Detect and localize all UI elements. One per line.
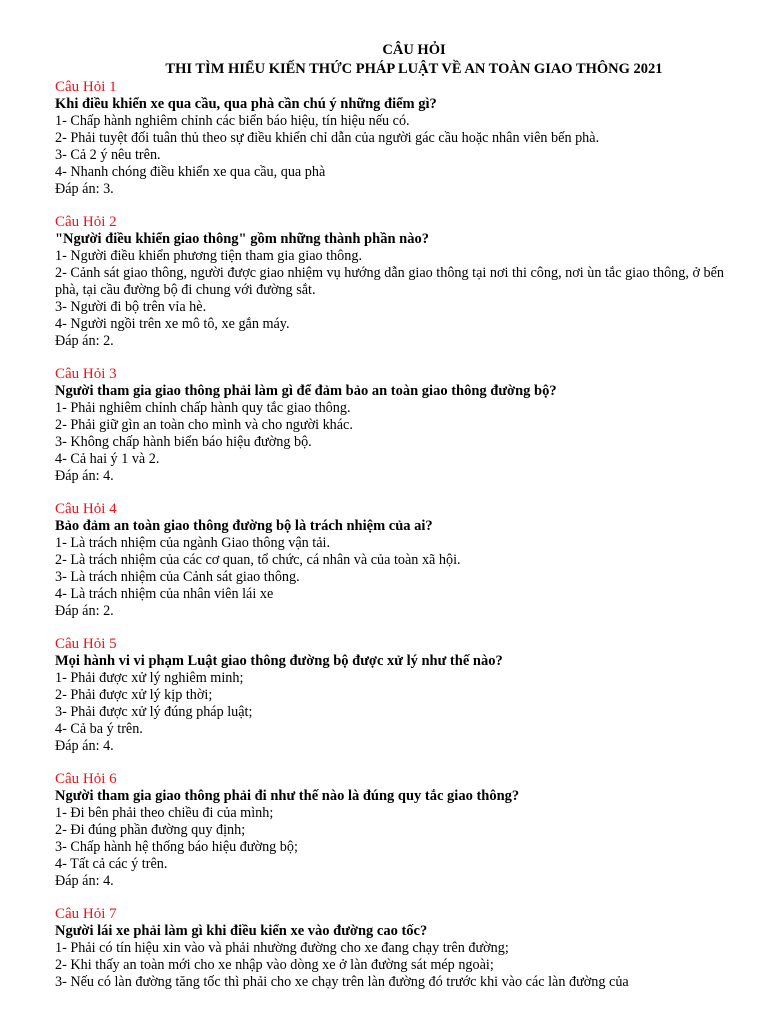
question-heading: Câu Hỏi 5 [55, 636, 117, 652]
question-heading: Câu Hỏi 6 [55, 771, 117, 787]
question-title: Mọi hành vi vi phạm Luật giao thông đường bộ được xử lý như thế nào? [55, 653, 503, 669]
answer-option: 3- Chấp hành hệ thống báo hiệu đường bộ; [55, 839, 298, 855]
correct-answer: Đáp án: 3. [55, 181, 114, 197]
question-title: Người lái xe phải làm gì khi điều kiển xe vào đường cao tốc? [55, 923, 428, 939]
answer-option: 4- Cả ba ý trên. [55, 721, 143, 737]
question-block [55, 906, 738, 991]
question-title: "Người điều khiển giao thông" gồm những thành phần nào? [55, 231, 429, 247]
question-block [55, 366, 738, 485]
question-title: Người tham gia giao thông phải đi như thế nào là đúng quy tắc giao thông? [55, 788, 520, 804]
answer-option: 4- Nhanh chóng điều khiển xe qua cầu, qua phà [55, 164, 326, 180]
answer-option: 2- Phải giữ gìn an toàn cho mình và cho người khác. [55, 417, 353, 433]
answer-option: 3- Nếu có làn đường tăng tốc thì phải cho xe chạy trên làn đường đó trước khi vào các làn đường của [55, 974, 629, 990]
document-title: CÂU HỎI [382, 42, 446, 58]
answer-option: 2- Khi thấy an toàn mới cho xe nhập vào dòng xe ở làn đường sát mép ngoài; [55, 957, 494, 973]
answer-option: 1- Người điều khiển phương tiện tham gia giao thông. [55, 248, 362, 264]
answer-option: 2- Phải được xử lý kịp thời; [55, 687, 213, 703]
document-subtitle: THI TÌM HIỂU KIẾN THỨC PHÁP LUẬT VỀ AN TOÀN GIAO THÔNG 2021 [165, 61, 663, 77]
correct-answer: Đáp án: 2. [55, 333, 114, 349]
correct-answer: Đáp án: 2. [55, 603, 114, 619]
question-block [55, 79, 738, 198]
question-block [55, 214, 738, 350]
answer-option: 3- Không chấp hành biển báo hiệu đường bộ. [55, 434, 312, 450]
question-title: Khi điều khiển xe qua cầu, qua phà cần chú ý những điểm gì? [55, 96, 437, 112]
answer-option: 4- Là trách nhiệm của nhân viên lái xe [55, 586, 274, 602]
correct-answer: Đáp án: 4. [55, 468, 114, 484]
answer-option: 2- Cảnh sát giao thông, người được giao nhiệm vụ hướng dẫn giao thông tại nơi thi công, nơi ùn tắc giao thông, ở bến phà, tại cầu đường bộ đi chung với đường sắt. [55, 265, 724, 298]
question-heading: Câu Hỏi 7 [55, 906, 117, 922]
answer-option: 1- Là trách nhiệm của ngành Giao thông vận tải. [55, 535, 330, 551]
answer-option: 1- Phải nghiêm chỉnh chấp hành quy tắc giao thông. [55, 400, 351, 416]
answer-option: 4- Cả hai ý 1 và 2. [55, 451, 160, 467]
question-list [0, 79, 768, 991]
answer-option: 2- Đi đúng phần đường quy định; [55, 822, 246, 838]
document-header [0, 0, 768, 79]
answer-option: 3- Người đi bộ trên vỉa hè. [55, 299, 207, 315]
correct-answer: Đáp án: 4. [55, 873, 114, 889]
answer-option: 1- Đi bên phải theo chiều đi của mình; [55, 805, 274, 821]
question-title: Bảo đảm an toàn giao thông đường bộ là trách nhiệm của ai? [55, 518, 433, 534]
question-heading: Câu Hỏi 2 [55, 214, 117, 230]
correct-answer: Đáp án: 4. [55, 738, 114, 754]
question-block [55, 501, 738, 620]
answer-option: 1- Chấp hành nghiêm chỉnh các biển báo hiệu, tín hiệu nếu có. [55, 113, 410, 129]
answer-option: 1- Phải có tín hiệu xin vào và phải nhường đường cho xe đang chạy trên đường; [55, 940, 509, 956]
answer-option: 2- Là trách nhiệm của các cơ quan, tổ chức, cá nhân và của toàn xã hội. [55, 552, 461, 568]
answer-option: 2- Phải tuyệt đối tuân thủ theo sự điều khiển chỉ dẫn của người gác cầu hoặc nhân viên bến phà. [55, 130, 600, 146]
question-block [55, 771, 738, 890]
answer-option: 3- Là trách nhiệm của Cảnh sát giao thông. [55, 569, 300, 585]
question-title: Người tham gia giao thông phải làm gì để đảm bảo an toàn giao thông đường bộ? [55, 383, 557, 399]
question-heading: Câu Hỏi 4 [55, 501, 117, 517]
question-block [55, 636, 738, 755]
question-heading: Câu Hỏi 3 [55, 366, 117, 382]
answer-option: 4- Người ngồi trên xe mô tô, xe gắn máy. [55, 316, 290, 332]
question-heading: Câu Hỏi 1 [55, 79, 117, 95]
answer-option: 4- Tất cả các ý trên. [55, 856, 168, 872]
answer-option: 1- Phải được xử lý nghiêm minh; [55, 670, 244, 686]
answer-option: 3- Phải được xử lý đúng pháp luật; [55, 704, 253, 720]
answer-option: 3- Cả 2 ý nêu trên. [55, 147, 161, 163]
